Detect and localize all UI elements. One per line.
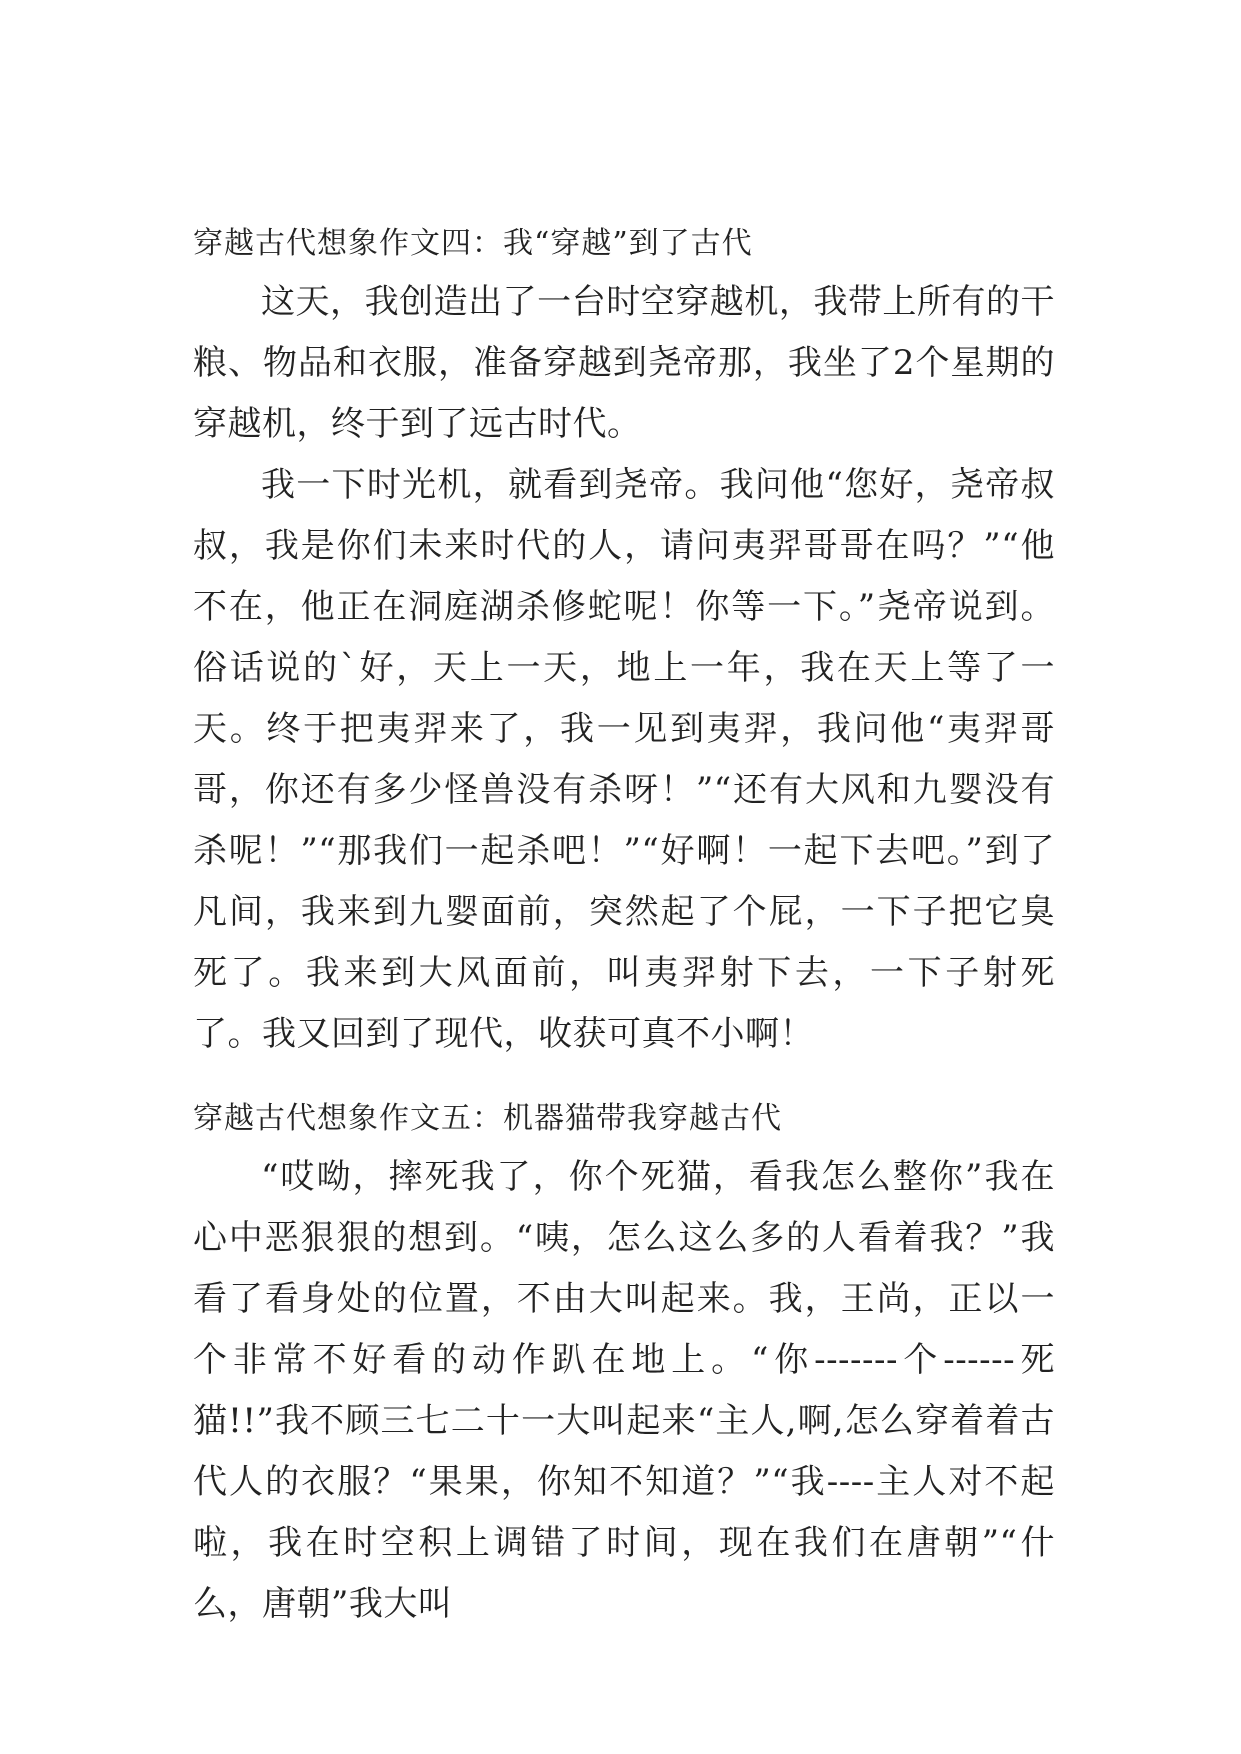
paragraph: 这天，我创造出了一台时空穿越机，我带上所有的干粮、物品和衣服，准备穿越到尧帝那，我坐了2个星期的穿越机，终于到了远古时代。 bbox=[193, 282, 1055, 444]
section-heading: 穿越古代想象作文五：机器猫带我穿越古代 bbox=[193, 1101, 782, 1136]
essay-section-5 bbox=[193, 1091, 1055, 1635]
paragraph: 我一下时光机，就看到尧帝。我问他“您好，尧帝叔叔，我是你们未来时代的人，请问夷羿哥哥在吗？”“他不在，他正在洞庭湖杀修蛇呢！你等一下。”尧帝说到。俗话说的`好，天上一天，地上一年，我在天上等了一天。终于把夷羿来了，我一见到夷羿，我问他“夷羿哥哥，你还有多少怪兽没有杀呀！”“还有大风和九婴没有杀呢！”“那我们一起杀吧！”“好啊！一起下去吧。”到了凡间，我来到九婴面前，突然起了个屁，一下子把它臭死了。我来到大风面前，叫夷羿射下去，一下子射死了。我又回到了现代，收获可真不小啊！ bbox=[193, 465, 1055, 1054]
essay-section-4 bbox=[193, 216, 1055, 1065]
paragraph: “哎呦，摔死我了，你个死猫，看我怎么整你”我在心中恶狠狠的想到。“咦，怎么这么多的人看着我？”我看了看身处的位置，不由大叫起来。我，王尚，正以一个非常不好看的动作趴在地上。“你-------个------死猫!!”我不顾三七二十一大叫起来“主人,啊,怎么穿着着古代人的衣服？“果果，你知不知道？”“我----主人对不起啦，我在时空积上调错了时间，现在我们在唐朝”“什么，唐朝”我大叫 bbox=[193, 1157, 1055, 1624]
section-heading: 穿越古代想象作文四：我“穿越”到了古代 bbox=[193, 226, 753, 261]
